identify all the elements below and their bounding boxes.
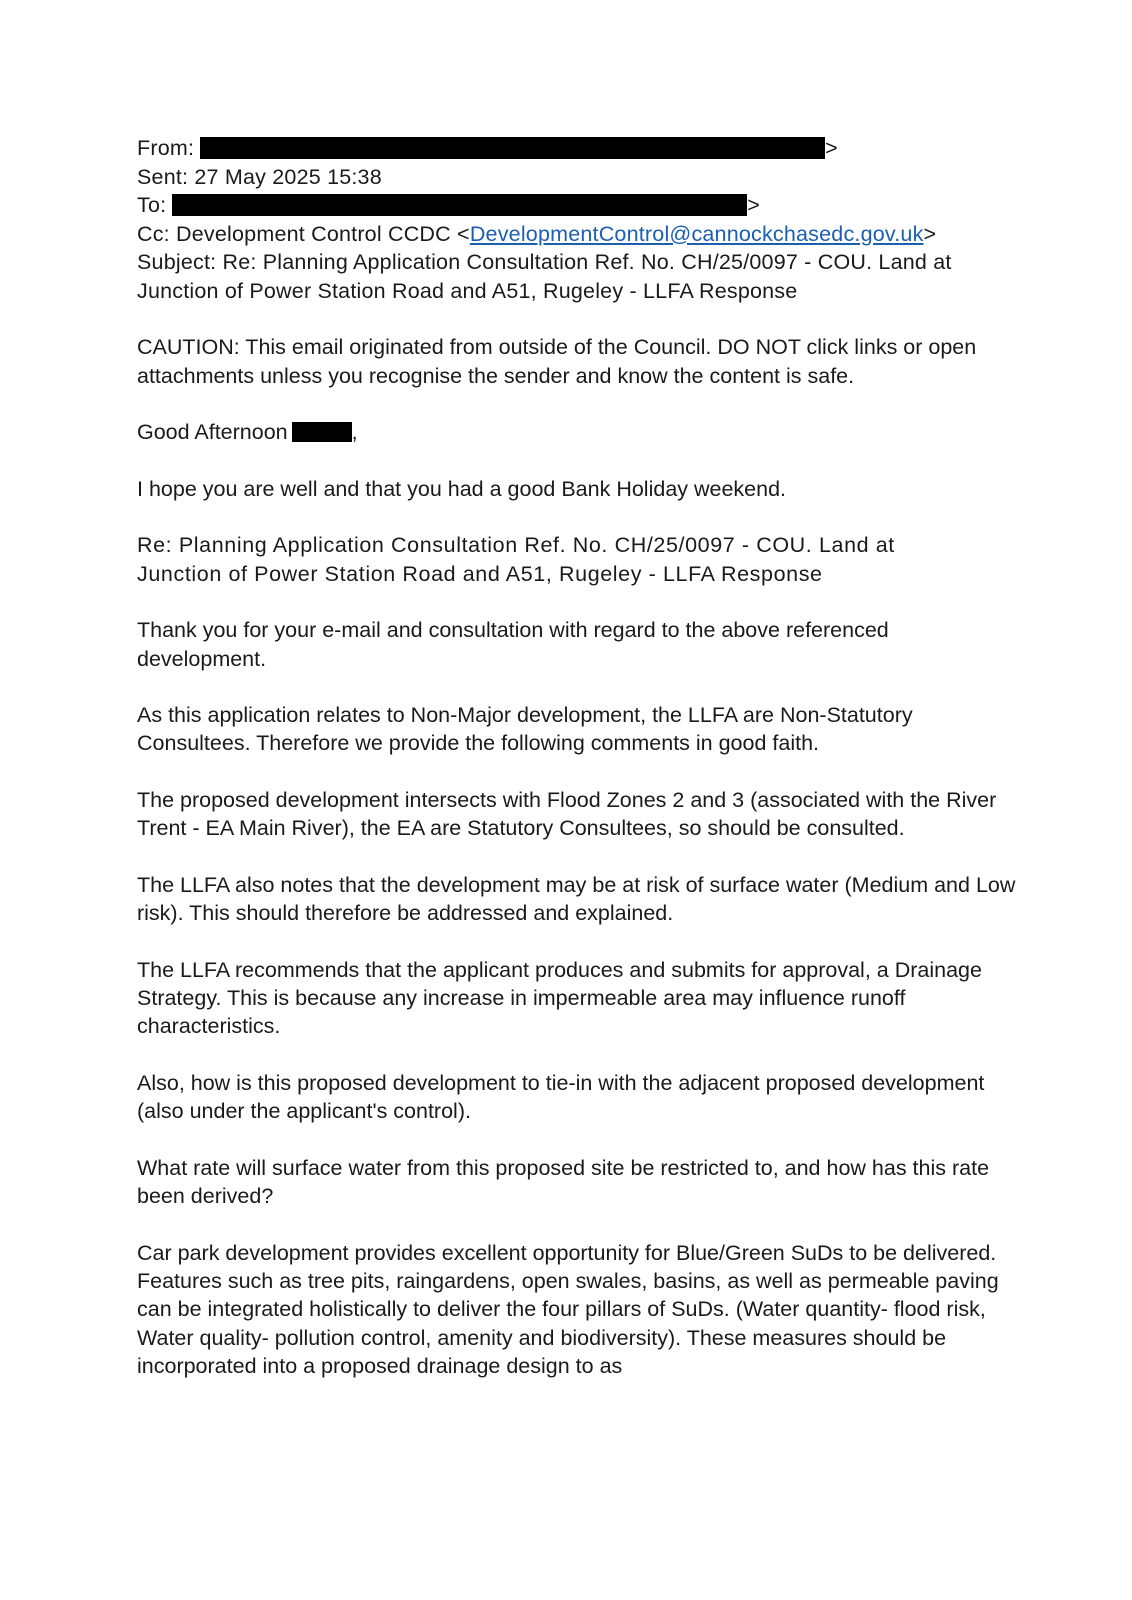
greeting: [137, 418, 1017, 446]
redacted-recipient: [172, 194, 747, 216]
sent-value: 27 May 2025 15:38: [194, 164, 382, 189]
sent-label: Sent:: [137, 164, 189, 189]
from-line: [137, 134, 1017, 163]
from-close: >: [825, 136, 838, 160]
caution-notice: CAUTION: This email originated from outside of the Council. DO NOT click links or open attachments unless you recognise the sender and know the content is safe.: [137, 335, 977, 388]
cc-name: Development Control CCDC <: [176, 221, 470, 246]
sent-line: [137, 163, 1017, 192]
to-close: >: [747, 193, 761, 217]
paragraph-thanks: Thank you for your e-mail and consultation with regard to the above referenced development.: [137, 618, 889, 671]
redacted-sender: [200, 137, 825, 159]
cc-line: [137, 220, 1017, 249]
email-document: [137, 134, 1017, 1409]
paragraph-surface-water-risk: The LLFA also notes that the development may be at risk of surface water (Medium and Low risk). This should therefore be addressed and explained.: [137, 872, 1016, 926]
cc-label: Cc:: [137, 221, 170, 246]
subject-repeat-line2: Junction of Power Station Road and A51, Rugeley - LLFA Response: [137, 561, 823, 586]
paragraph-flood-zones: The proposed development intersects with Flood Zones 2 and 3 (associated with the River Trent - EA Main River), the EA are Statutory Consultees, so should be consulted.: [137, 788, 997, 841]
paragraph-wellwishes: I hope you are well and that you had a good Bank Holiday weekend.: [137, 476, 787, 501]
subject-repeat: [137, 531, 1017, 588]
cc-close: >: [923, 221, 937, 246]
greeting-comma: ,: [351, 420, 358, 445]
subject-text-line1: Re: Planning Application Consultation Ref. No. CH/25/0097 - COU. Land at: [222, 250, 952, 274]
redacted-name: [292, 422, 352, 442]
to-line: [137, 191, 1017, 220]
paragraph-tie-in: Also, how is this proposed development to tie-in with the adjacent proposed development (also under the applicant's control).: [137, 1071, 985, 1124]
greeting-text: Good Afternoon: [137, 420, 288, 445]
subject-line-2: [137, 277, 1017, 306]
subject-text-line2: Junction of Power Station Road and A51, Rugeley - LLFA Response: [137, 278, 798, 303]
to-label: To:: [137, 193, 167, 217]
paragraph-drainage-strategy: The LLFA recommends that the applicant produces and submits for approval, a Drainage Strategy. This is because any increase in impermeable area may influence runoff characteristics.: [137, 957, 982, 1039]
cc-email-link[interactable]: DevelopmentControl@cannockchasedc.gov.uk: [469, 221, 924, 246]
paragraph-suds: Car park development provides excellent opportunity for Blue/Green SuDs to be delivered. Features such as tree pits, raingardens, open swales, basins, as well as permeable paving can be integrated holistically to deliver the four pillars of SuDs. (Water quantity- flood risk, Water quality- pollution control, amenity and biodiversity). These measures should be incorporated into a proposed drainage design to as: [137, 1240, 999, 1378]
subject-repeat-line1: Re: Planning Application Consultation Ref. No. CH/25/0097 - COU. Land at: [137, 533, 895, 558]
paragraph-rate: What rate will surface water from this proposed site be restricted to, and how has this rate been derived?: [137, 1155, 990, 1209]
from-label: From:: [137, 136, 195, 160]
subject-line: [137, 248, 1017, 277]
paragraph-non-major: As this application relates to Non-Major development, the LLFA are Non-Statutory Consultees. Therefore we provide the following comments in good faith.: [137, 703, 913, 756]
subject-label: Subject:: [137, 250, 217, 274]
